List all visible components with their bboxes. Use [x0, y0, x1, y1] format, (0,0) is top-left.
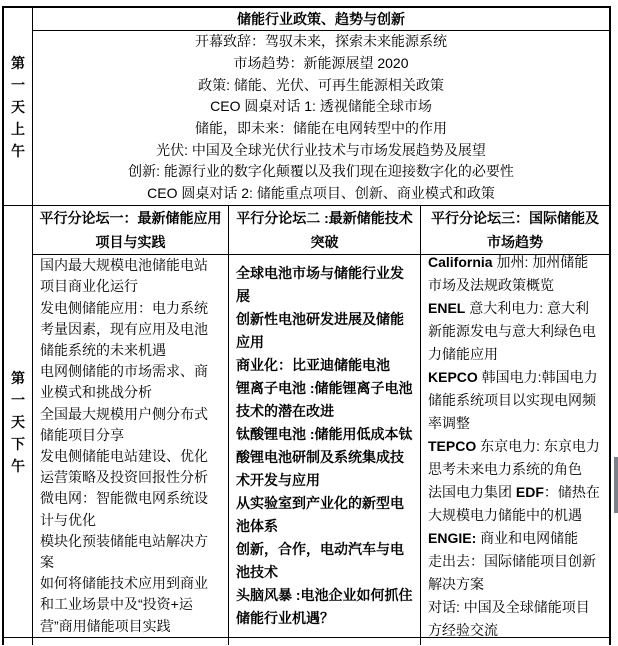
next-row-cell-2: [228, 638, 420, 645]
agenda-item: [428, 481, 602, 527]
agenda-item-text: 全国最大规模用户侧分布式储能项目分享: [40, 405, 208, 443]
agenda-item-text: 走出去：国际储能项目创新解决方案: [428, 552, 596, 592]
agenda-item: [33, 96, 609, 118]
forum-1-header: 平行分论坛一：最新储能应用项目与实践: [33, 206, 228, 255]
agenda-item-emphasis: 锂离子电池 :储能锂离子电池技术的潜在改进: [236, 380, 413, 419]
agenda-item: [33, 140, 609, 162]
agenda-item: [40, 573, 221, 637]
agenda-item: [40, 298, 221, 362]
agenda-item: [33, 75, 609, 97]
agenda-item: [33, 31, 609, 53]
agenda-item-text: 市场趋势：新能源展望 2020: [233, 54, 409, 71]
day1-afternoon-label: 第一天下午: [11, 369, 25, 474]
agenda-item-emphasis: 头脑风暴 :电池企业如何抓住储能行业机遇？: [236, 587, 413, 626]
conference-agenda-table: [2, 6, 611, 645]
agenda-item-text: 加州: 加州储能市场及法规政策概览: [428, 253, 589, 293]
next-row-cell-1: [33, 638, 228, 645]
agenda-item-emphasis: 从实验室到产业化的新型电池体系: [236, 495, 404, 534]
agenda-item: [428, 596, 602, 642]
agenda-item-text: 政策: 储能、光伏、可再生能源相关政策: [198, 76, 444, 93]
agenda-item: [428, 527, 602, 550]
table-title: 储能行业政策、趋势与创新: [33, 8, 609, 31]
agenda-item-text: ：储热在大规模电力储能中的机遇: [428, 483, 600, 523]
forum-3-column: [420, 206, 609, 637]
agenda-item: [236, 308, 413, 354]
agenda-item-emphasis: 钛酸锂电池 :储能用低成本钛酸锂电池研制及系统集成技术开发与应用: [236, 426, 413, 488]
agenda-item: [40, 488, 221, 530]
agenda-item: [33, 53, 609, 75]
agenda-item-text: 微电网：智能微电网系统设计与优化: [40, 490, 208, 528]
agenda-item-text: 意大利电力: 意大利新能源发电与意大利绿色电力储能应用: [428, 299, 596, 362]
forum-1-agenda-list: [33, 255, 228, 637]
agenda-item: [236, 354, 413, 377]
agenda-item: [428, 550, 602, 596]
agenda-item-text: 法国电力集团: [428, 483, 516, 500]
day1-afternoon-label-cell: [4, 206, 33, 637]
agenda-item: [236, 377, 413, 423]
agenda-item-emphasis: TEPCO: [428, 437, 477, 454]
agenda-item-emphasis: ENGIE:: [428, 529, 477, 546]
next-row-label-cell: [4, 638, 33, 645]
forum-2-agenda-list: [229, 255, 420, 637]
agenda-item-emphasis: ENEL: [428, 299, 466, 316]
agenda-item-text: 国内最大规模电池储能电站项目商业化运行: [40, 257, 208, 295]
forum-1-column: [33, 206, 228, 637]
agenda-item: [40, 361, 221, 403]
agenda-item: [40, 404, 221, 446]
agenda-item-text: 光伏: 中国及全球光伏行业技术与市场发展趋势及展望: [156, 141, 486, 158]
agenda-item-emphasis: 创新性电池研发进展及储能应用: [236, 311, 404, 350]
agenda-item-text: 开幕致辞：驾驭未来，探索未来能源系统: [195, 33, 447, 50]
forum-2-header: 平行分论坛二 :最新储能技术突破: [229, 206, 420, 255]
agenda-item-text: 创新: 能源行业的数字化颠覆以及我们现在迎接数字化的必要性: [128, 163, 514, 180]
agenda-item: [40, 446, 221, 488]
agenda-item: [33, 161, 609, 183]
agenda-item-emphasis: EDF: [515, 483, 544, 500]
agenda-item-emphasis: 创新，合作，电动汽车与电池技术: [236, 541, 404, 580]
agenda-item: [33, 118, 609, 140]
agenda-item-emphasis: KEPCO: [428, 368, 478, 385]
agenda-item-text: 储能，即未来：储能在电网转型中的作用: [195, 120, 447, 136]
agenda-item: [33, 183, 609, 205]
agenda-item: [236, 584, 413, 630]
day1-afternoon-row: [4, 205, 609, 637]
agenda-item-text: 对话: 中国及全球储能项目方经验交流: [428, 598, 590, 638]
day1-morning-label: 第一天上午: [11, 54, 25, 159]
forum-3-header: 平行分论坛三：国际储能及市场趋势: [421, 206, 609, 255]
agenda-item-text: 如何将储能技术应用到商业和工业场景中及“投资+运营”商用储能项目实践: [40, 575, 208, 634]
agenda-item-emphasis: 商业化：比亚迪储能电池: [236, 357, 390, 373]
agenda-item-text: 商业和电网储能: [476, 529, 579, 546]
agenda-item: [236, 538, 413, 584]
agenda-item: [236, 262, 413, 308]
agenda-item-text: CEO 圆桌对话 2: 储能重点项目、创新、商业模式和政策: [147, 185, 495, 202]
agenda-item: [428, 251, 602, 297]
vertical-scrollbar-thumb[interactable]: [614, 457, 618, 513]
agenda-item-text: 发电侧储能应用：电力系统考量因素，现有应用及电池储能系统的未来机遇: [40, 299, 208, 358]
forum-2-column: [228, 206, 420, 637]
agenda-item-text: 模块化预装储能电站解决方案: [40, 532, 208, 571]
agenda-item: [428, 366, 602, 435]
day1-morning-label-cell: [4, 8, 33, 205]
agenda-item: [40, 531, 221, 573]
forum-3-agenda-list: [421, 255, 609, 637]
morning-session-list: [33, 31, 609, 205]
agenda-item-text: 韩国电力:韩国电力储能系统项目以实现电网频率调整: [428, 368, 598, 431]
agenda-item-emphasis: 全球电池市场与储能行业发展: [236, 265, 404, 304]
agenda-item: [236, 423, 413, 492]
agenda-item: [428, 297, 602, 366]
agenda-item: [236, 492, 413, 538]
agenda-item-text: 东京电力: 东京电力思考未来电力系统的角色: [428, 437, 600, 477]
agenda-item-text: CEO 圆桌对话 1: 透视储能全球市场: [210, 98, 432, 115]
agenda-item-text: 电网侧储能的市场需求、商业模式和挑战分析: [40, 363, 208, 401]
agenda-item-text: 发电侧储能电站建设、优化运营策略及投资回报性分析: [40, 448, 208, 486]
agenda-item: [40, 255, 221, 297]
next-row-cutoff: [4, 637, 609, 645]
next-row-cell-3: [420, 638, 609, 645]
agenda-item-emphasis: California: [428, 253, 493, 270]
agenda-item: [428, 435, 602, 481]
day1-morning-row: [4, 8, 609, 205]
